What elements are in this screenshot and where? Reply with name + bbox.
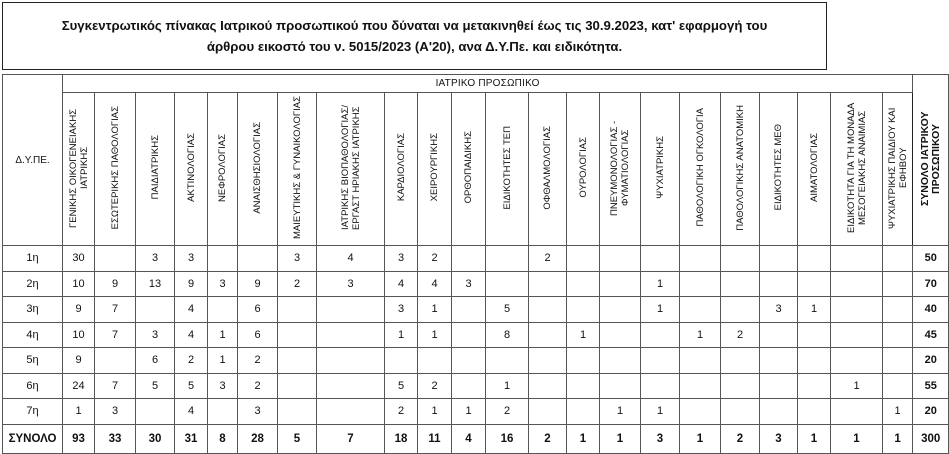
- table-cell: 4: [418, 271, 452, 297]
- table-cell: [385, 348, 418, 374]
- table-cell: [798, 322, 831, 348]
- sum-cell: 30: [136, 424, 175, 453]
- table-cell: 1: [418, 399, 452, 425]
- table-cell: [680, 297, 721, 323]
- specialty-header: [63, 93, 95, 246]
- table-cell: [798, 399, 831, 425]
- sum-cell: 11: [418, 424, 452, 453]
- table-row: [3, 348, 949, 374]
- table-cell: [208, 399, 238, 425]
- specialty-header: [600, 93, 641, 246]
- table-cell: 5: [136, 373, 175, 399]
- table-cell: 9: [95, 271, 136, 297]
- specialty-header: [529, 93, 567, 246]
- specialty-label: ΟΡΘΟΠΑΙΔΙΚΗΣ: [463, 131, 474, 204]
- title-box: [2, 2, 827, 70]
- table-cell: 4: [175, 322, 208, 348]
- sum-cell: 31: [175, 424, 208, 453]
- table-cell: [486, 271, 529, 297]
- table-cell: [452, 297, 486, 323]
- table-cell: 1: [418, 322, 452, 348]
- table-cell: [680, 271, 721, 297]
- specialty-header: [486, 93, 529, 246]
- table-cell: [831, 399, 883, 425]
- table-cell: [486, 246, 529, 272]
- specialty-header: [278, 93, 317, 246]
- table-cell: [760, 348, 798, 374]
- sum-label: ΣΥΝΟΛΟ: [3, 424, 63, 453]
- table-cell: [418, 348, 452, 374]
- table-cell: [798, 348, 831, 374]
- table-cell: [721, 348, 760, 374]
- table-cell: [567, 348, 600, 374]
- specialty-label: ΠΑΘΟΛΟΓΙΚΗΣ ΑΝΑΤΟΜΙΚΗ: [734, 104, 746, 231]
- table-cell: [883, 246, 913, 272]
- table-cell: [529, 348, 567, 374]
- table-cell: 7: [95, 322, 136, 348]
- table-cell: 1: [798, 297, 831, 323]
- table-cell: [721, 297, 760, 323]
- table-row: [3, 297, 949, 323]
- table-cell: 2: [385, 399, 418, 425]
- table-cell: 2: [238, 348, 278, 374]
- specialty-header: [641, 93, 680, 246]
- table-cell: [452, 373, 486, 399]
- row-total: 45: [913, 322, 949, 348]
- specialty-label: ΕΙΔΙΚΟΤΗΤΑ ΓΙΑ ΤΗ ΜΟΝΑΔΑ ΜΕΣΟΓΕΙΑΚΗΣ ΑΝΑΙΜΙΑΣ: [845, 102, 868, 233]
- table-cell: [798, 246, 831, 272]
- specialty-label: ΨΥΧΙΑΤΡΙΚΗΣ ΠΑΙΔΙΟΥ ΚΑΙ ΕΦΗΒΟΥ: [886, 106, 909, 229]
- table-row: [3, 322, 949, 348]
- table-cell: 3: [136, 246, 175, 272]
- sum-cell: 4: [452, 424, 486, 453]
- table-cell: 1: [641, 399, 680, 425]
- table-cell: 2: [721, 322, 760, 348]
- table-cell: [95, 246, 136, 272]
- row-total: 70: [913, 271, 949, 297]
- specialty-header: [680, 93, 721, 246]
- table-cell: 1: [385, 322, 418, 348]
- table-cell: 3: [452, 271, 486, 297]
- table-cell: [831, 297, 883, 323]
- table-cell: 1: [680, 322, 721, 348]
- dype-header: Δ.Υ.ΠΕ.: [3, 75, 63, 246]
- table-cell: [567, 373, 600, 399]
- specialty-label: ΨΥΧΙΑΤΡΙΚΗΣ: [654, 136, 666, 199]
- table-cell: [760, 399, 798, 425]
- table-cell: [641, 246, 680, 272]
- specialty-label: ΠΝΕΥΜΟΝΟΛΟΓΙΑΣ - ΦΥΜΑΤΙΟΛΟΓΙΑΣ: [609, 119, 631, 216]
- table-cell: [208, 297, 238, 323]
- table-cell: 3: [385, 297, 418, 323]
- table-row: [3, 271, 949, 297]
- table-cell: [831, 348, 883, 374]
- table-cell: 9: [63, 297, 95, 323]
- row-label: 7η: [3, 399, 63, 425]
- table-cell: 8: [486, 322, 529, 348]
- table-cell: [529, 322, 567, 348]
- table-cell: 2: [278, 271, 317, 297]
- table-cell: 1: [883, 399, 913, 425]
- table-cell: [278, 373, 317, 399]
- table-cell: 9: [175, 271, 208, 297]
- sum-cell: 1: [883, 424, 913, 453]
- title-line-1: Συγκεντρωτικός πίνακας Ιατρικού προσωπικού που δύναται να μετακινηθεί έως τις 30.9.2023, κατ' εφαρμογή του: [61, 18, 768, 33]
- specialty-header: [95, 93, 136, 246]
- specialty-label: ΟΦΘΑΛΜΟΛΟΓΙΑΣ: [542, 125, 553, 210]
- table-cell: [529, 297, 567, 323]
- table-cell: [317, 322, 385, 348]
- table-cell: [278, 322, 317, 348]
- table-cell: [452, 246, 486, 272]
- specialty-label: ΕΙΔΙΚΟΤΗΤΕΣ ΜΕΘ: [773, 124, 784, 211]
- table-cell: 1: [641, 271, 680, 297]
- specialty-label: ΧΕΙΡΟΥΡΓΙΚΗΣ: [429, 133, 440, 202]
- table-cell: [760, 373, 798, 399]
- table-cell: [680, 373, 721, 399]
- table-cell: 10: [63, 322, 95, 348]
- table-cell: [680, 399, 721, 425]
- table-cell: [760, 322, 798, 348]
- sum-cell: 8: [208, 424, 238, 453]
- sum-row: [3, 424, 949, 453]
- table-cell: 1: [641, 297, 680, 323]
- table-cell: [641, 322, 680, 348]
- table-cell: 1: [567, 322, 600, 348]
- specialty-label: ΚΑΡΔΙΟΛΟΓΙΑΣ: [395, 133, 407, 202]
- table-cell: [721, 399, 760, 425]
- table-cell: 4: [175, 297, 208, 323]
- table-cell: 30: [63, 246, 95, 272]
- table-cell: [641, 373, 680, 399]
- table-cell: [317, 297, 385, 323]
- table-cell: [600, 322, 641, 348]
- specialty-label: ΠΑΘΟΛΟΓΙΚΗ ΟΓΚΟΛΟΓΙΑ: [694, 108, 706, 227]
- table-cell: 3: [136, 322, 175, 348]
- table-cell: 6: [136, 348, 175, 374]
- table-cell: 3: [95, 399, 136, 425]
- table-cell: [883, 348, 913, 374]
- table-row: [3, 399, 949, 425]
- table-cell: [883, 271, 913, 297]
- table-cell: [278, 348, 317, 374]
- table-cell: 2: [238, 373, 278, 399]
- table-cell: 5: [385, 373, 418, 399]
- table-cell: [798, 271, 831, 297]
- table-cell: [452, 348, 486, 374]
- table-cell: [721, 373, 760, 399]
- specialty-label: ΑΝΑΙΣΘΗΣΙΟΛΟΓΙΑΣ: [252, 121, 263, 214]
- table-cell: 1: [208, 322, 238, 348]
- table-cell: [600, 297, 641, 323]
- sum-cell: 33: [95, 424, 136, 453]
- table-cell: 4: [175, 399, 208, 425]
- specialty-label: ΝΕΦΡΟΛΟΓΙΑΣ: [217, 133, 228, 202]
- specialty-header: [238, 93, 278, 246]
- table-cell: 4: [385, 271, 418, 297]
- row-total: 20: [913, 399, 949, 425]
- table-cell: [600, 246, 641, 272]
- sum-cell: 1: [680, 424, 721, 453]
- table-cell: [680, 246, 721, 272]
- total-header: [913, 75, 949, 246]
- specialty-header: [760, 93, 798, 246]
- table-cell: 3: [317, 271, 385, 297]
- specialty-header: [831, 93, 883, 246]
- table-cell: [680, 348, 721, 374]
- row-label: 6η: [3, 373, 63, 399]
- specialty-label: ΙΑΤΡΙΚΗΣ ΒΙΟΠΑΘΟΛΟΓΙΑΣ/ΕΡΓΑΣΤ ΗΡΙΑΚΗΣ ΙΑΤΡΙΚΗΣ: [339, 105, 362, 230]
- row-label: 4η: [3, 322, 63, 348]
- row-label: 2η: [3, 271, 63, 297]
- specialty-header: [721, 93, 760, 246]
- table-cell: 2: [529, 246, 567, 272]
- table-cell: [600, 271, 641, 297]
- sum-cell: 1: [600, 424, 641, 453]
- table-cell: [760, 246, 798, 272]
- specialty-label: ΜΑΙΕΥΤΙΚΗΣ & ΓΥΝΑΙΚΟΛΟΓΙΑΣ: [291, 96, 303, 239]
- specialty-header: [798, 93, 831, 246]
- table-cell: [831, 322, 883, 348]
- table-row: [3, 246, 949, 272]
- row-total: 50: [913, 246, 949, 272]
- table-cell: 9: [63, 348, 95, 374]
- table-cell: 3: [760, 297, 798, 323]
- table-cell: 3: [385, 246, 418, 272]
- group-header: ΙΑΤΡΙΚΟ ΠΡΟΣΩΠΙΚΟ: [63, 75, 913, 93]
- table-cell: [136, 399, 175, 425]
- table-cell: [317, 399, 385, 425]
- table-cell: 2: [418, 373, 452, 399]
- table-cell: [760, 271, 798, 297]
- table-cell: 1: [63, 399, 95, 425]
- table-cell: 5: [486, 297, 529, 323]
- row-total: 40: [913, 297, 949, 323]
- sum-cell: 28: [238, 424, 278, 453]
- table-cell: 3: [238, 399, 278, 425]
- grand-total: 300: [913, 424, 949, 453]
- table-cell: 7: [95, 297, 136, 323]
- table-cell: [567, 399, 600, 425]
- table-cell: 1: [208, 348, 238, 374]
- table-cell: [641, 348, 680, 374]
- sum-cell: 3: [760, 424, 798, 453]
- row-label: 5η: [3, 348, 63, 374]
- sum-cell: 5: [278, 424, 317, 453]
- specialty-header: [452, 93, 486, 246]
- specialty-label: ΕΙΔΙΚΟΤΗΤΕΣ ΤΕΠ: [501, 125, 513, 210]
- table-cell: [831, 271, 883, 297]
- table-cell: [883, 373, 913, 399]
- sum-cell: 2: [529, 424, 567, 453]
- table-cell: 3: [208, 373, 238, 399]
- sum-cell: 7: [317, 424, 385, 453]
- table-cell: [721, 271, 760, 297]
- specialty-header-row: [3, 93, 949, 246]
- table-cell: 3: [208, 271, 238, 297]
- specialty-header: [567, 93, 600, 246]
- table-cell: 9: [238, 271, 278, 297]
- table-cell: [486, 348, 529, 374]
- specialty-header: [418, 93, 452, 246]
- sum-cell: 18: [385, 424, 418, 453]
- table-cell: 1: [486, 373, 529, 399]
- table-cell: [831, 246, 883, 272]
- table-cell: [317, 348, 385, 374]
- table-cell: [238, 246, 278, 272]
- specialty-header: [136, 93, 175, 246]
- sum-cell: 93: [63, 424, 95, 453]
- table-cell: [529, 271, 567, 297]
- table-cell: 6: [238, 322, 278, 348]
- sum-cell: 2: [721, 424, 760, 453]
- table-cell: [278, 399, 317, 425]
- sum-cell: 1: [567, 424, 600, 453]
- table-cell: 3: [278, 246, 317, 272]
- specialty-label: ΕΣΩΤΕΡΙΚΗΣ ΠΑΘΟΛΟΓΙΑΣ: [109, 105, 121, 230]
- specialty-label: ΟΥΡΟΛΟΓΙΑΣ: [577, 137, 589, 198]
- row-total: 20: [913, 348, 949, 374]
- table-cell: [136, 297, 175, 323]
- table-cell: [529, 399, 567, 425]
- title-line-2: άρθρου εικοστό του ν. 5015/2023 (Α'20), ανα Δ.Υ.Πε. και ειδικότητα.: [206, 39, 623, 54]
- sum-cell: 1: [798, 424, 831, 453]
- table-cell: [278, 297, 317, 323]
- table-cell: 2: [418, 246, 452, 272]
- table-cell: [721, 246, 760, 272]
- table-cell: 5: [175, 373, 208, 399]
- sum-cell: 16: [486, 424, 529, 453]
- total-header-label: ΣΥΝΟΛΟ ΙΑΤΡΙΚΟΥ ΠΡΟΣΩΠΙΚΟΥ: [918, 111, 942, 206]
- table-cell: 2: [175, 348, 208, 374]
- table-cell: [452, 322, 486, 348]
- specialty-header: [208, 93, 238, 246]
- specialty-label: ΠΑΙΔΙΑΤΡΙΚΗΣ: [149, 135, 161, 200]
- table-cell: [567, 297, 600, 323]
- table-cell: [317, 373, 385, 399]
- table-cell: [567, 271, 600, 297]
- table-cell: 6: [238, 297, 278, 323]
- specialty-header: [317, 93, 385, 246]
- table-cell: [529, 373, 567, 399]
- table-cell: [883, 322, 913, 348]
- table-cell: 24: [63, 373, 95, 399]
- sum-cell: 3: [641, 424, 680, 453]
- specialty-header: [883, 93, 913, 246]
- specialty-label: ΓΕΝΙΚΗΣ ΟΙΚΟΓΕΝΕΙΑΚΗΣ ΙΑΤΡΙΚΗΣ: [67, 107, 90, 228]
- table-cell: 4: [317, 246, 385, 272]
- table-row: [3, 373, 949, 399]
- row-label: 1η: [3, 246, 63, 272]
- table-cell: 1: [452, 399, 486, 425]
- specialty-label: ΑΙΜΑΤΟΛΟΓΙΑΣ: [808, 133, 820, 202]
- table-cell: [600, 348, 641, 374]
- medical-staff-table: [2, 74, 949, 454]
- row-total: 55: [913, 373, 949, 399]
- table-cell: [208, 246, 238, 272]
- specialty-label: ΑΚΤΙΝΟΛΟΓΙΑΣ: [185, 133, 197, 202]
- table-cell: 3: [175, 246, 208, 272]
- row-label: 3η: [3, 297, 63, 323]
- table-cell: [567, 246, 600, 272]
- specialty-header: [175, 93, 208, 246]
- table-cell: [883, 297, 913, 323]
- table-cell: 10: [63, 271, 95, 297]
- table-cell: [798, 373, 831, 399]
- table-cell: 13: [136, 271, 175, 297]
- table-cell: [95, 348, 136, 374]
- sum-cell: 1: [831, 424, 883, 453]
- table-cell: 2: [486, 399, 529, 425]
- table-cell: 1: [418, 297, 452, 323]
- table-cell: 1: [600, 399, 641, 425]
- table-cell: 7: [95, 373, 136, 399]
- table-cell: 1: [831, 373, 883, 399]
- table-cell: [600, 373, 641, 399]
- specialty-header: [385, 93, 418, 246]
